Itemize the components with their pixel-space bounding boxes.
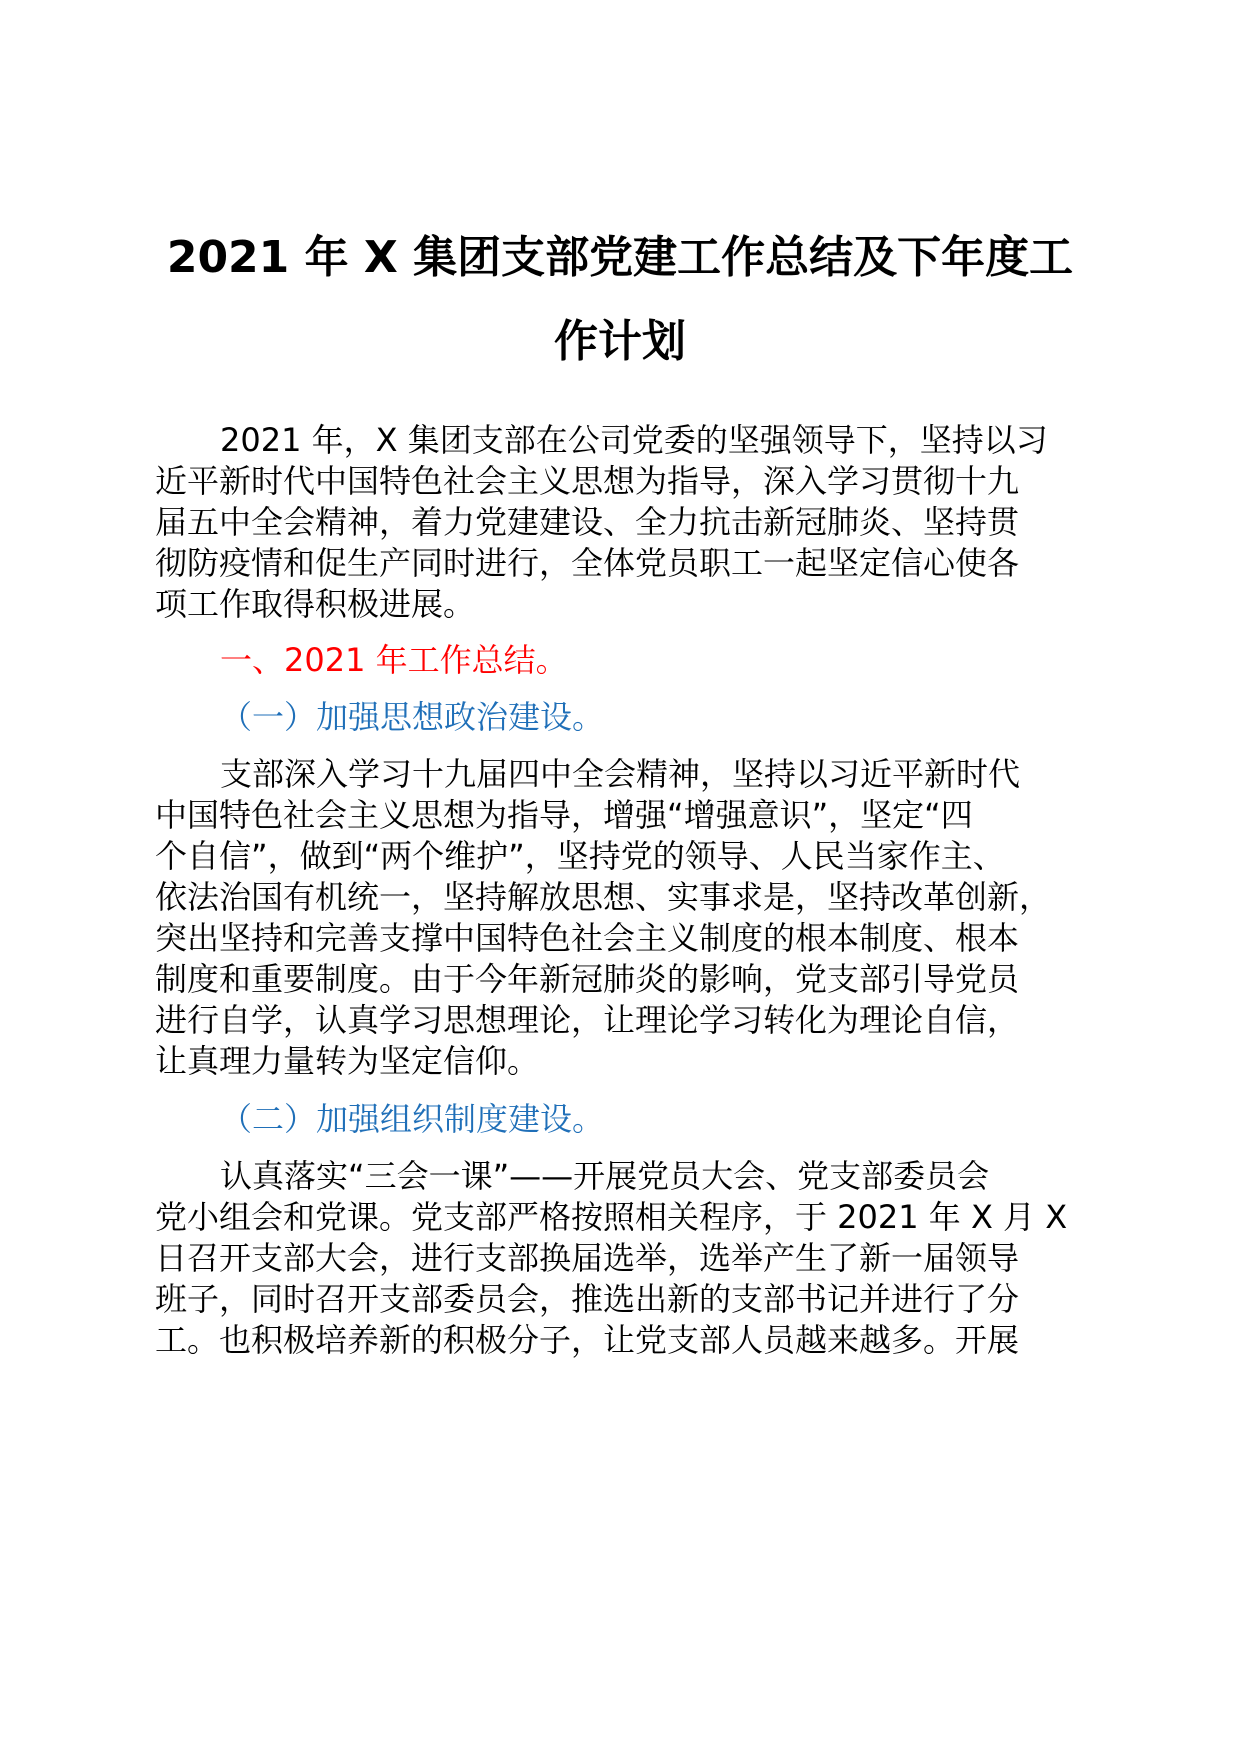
subsection1-paragraph-line: 中国特色社会主义思想为指导，增强“增强意识”，坚定“四: [155, 796, 973, 834]
subsection2-paragraph-line: 工。也积极培养新的积极分子，让党支部人员越来越多。开展: [155, 1321, 1020, 1359]
document-title-line-1: 2021 年 X 集团支部党建工作总结及下年度工: [166, 232, 1074, 283]
subsection2-paragraph-line: 认真落实“三会一课”——开展党员大会、党支部委员会: [220, 1157, 990, 1195]
subsection-heading-political-construction: （一）加强思想政治建设。: [220, 698, 605, 736]
document-title-line-2: 作计划: [554, 316, 686, 367]
intro-paragraph-line: 彻防疫情和促生产同时进行，全体党员职工一起坚定信心使各: [155, 544, 1020, 582]
subsection1-paragraph-line: 制度和重要制度。由于今年新冠肺炎的影响，党支部引导党员: [155, 960, 1020, 998]
subsection-heading-organization-construction: （二）加强组织制度建设。: [220, 1100, 605, 1138]
section-heading-work-summary: 一、2021 年工作总结。: [220, 641, 568, 679]
subsection1-paragraph-line: 进行自学，认真学习思想理论，让理论学习转化为理论自信，: [155, 1001, 1020, 1039]
subsection1-paragraph-line: 依法治国有机统一，坚持解放思想、实事求是，坚持改革创新，: [155, 878, 1052, 916]
subsection2-paragraph-line: 班子，同时召开支部委员会，推选出新的支部书记并进行了分: [155, 1280, 1020, 1318]
subsection1-paragraph-line: 让真理力量转为坚定信仰。: [155, 1042, 540, 1080]
intro-paragraph-line: 2021 年，X 集团支部在公司党委的坚强领导下，坚持以习: [220, 421, 1048, 459]
subsection1-paragraph-line: 支部深入学习十九届四中全会精神，坚持以习近平新时代: [220, 755, 1021, 793]
subsection1-paragraph-line: 个自信”，做到“两个维护”，坚持党的领导、人民当家作主、: [155, 837, 1005, 875]
subsection2-paragraph-line: 日召开支部大会，进行支部换届选举，选举产生了新一届领导: [155, 1239, 1020, 1277]
intro-paragraph-line: 近平新时代中国特色社会主义思想为指导，深入学习贯彻十九: [155, 462, 1020, 500]
subsection2-paragraph-line: 党小组会和党课。党支部严格按照相关程序，于 2021 年 X 月 X: [155, 1198, 1068, 1236]
subsection1-paragraph-line: 突出坚持和完善支撑中国特色社会主义制度的根本制度、根本: [155, 919, 1020, 957]
intro-paragraph-line: 届五中全会精神，着力党建建设、全力抗击新冠肺炎、坚持贯: [155, 503, 1020, 541]
intro-paragraph-line: 项工作取得积极进展。: [155, 585, 476, 623]
